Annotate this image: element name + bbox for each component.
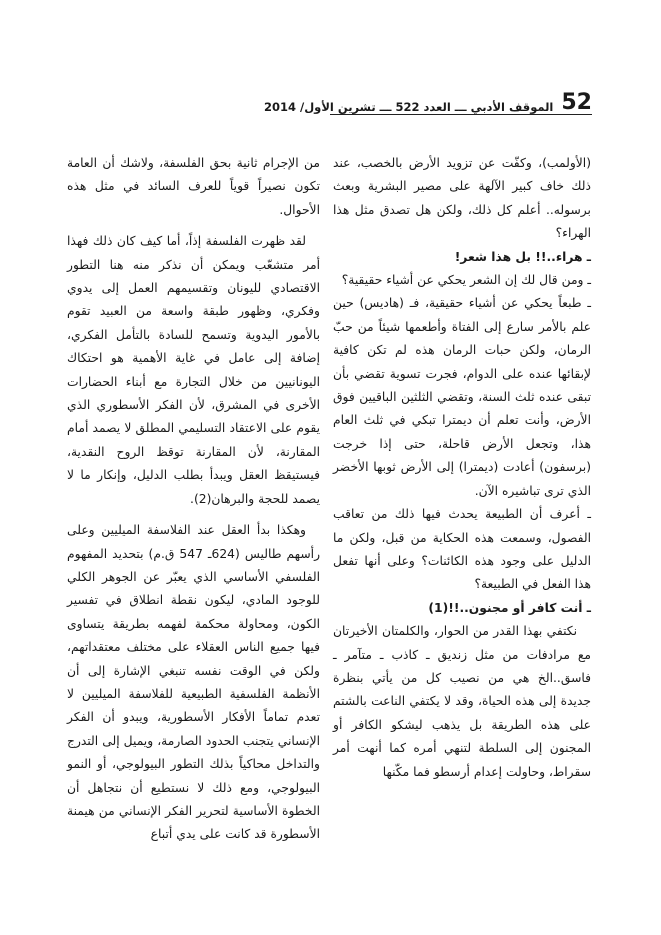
running-head: الموقف الأدبي ـــ العدد 522 ـــ تشرين الأول/ 2014: [263, 100, 554, 114]
right-column: [333, 152, 591, 784]
dialogue-line: ـ أعرف أن الطبيعة يحدث فيها ذلك من تعاقب الفصول، وسمعت هذه الحكاية من قبل، ولكن ما الدليل على وجود هذه الكائنات؟ وعلى أنها تفعل هذا الفعل في الطبيعة؟: [333, 507, 591, 592]
left-column: [67, 152, 320, 847]
paragraph: وهكذا بدأ العقل عند الفلاسفة الميليين وعلى رأسهم طاليس (624ـ 547 ق.م) بتحديد المفهوم الفلسفي الأساسي الذي يعبّر عن الجوهر الكلي للوجود المادي، ليكون نقطة انطلاق في تفسير الكون، ومحاولة محكمة لفهمه بطريقة يتساوى فيها جميع الناس العقلاء على مختلف معتقداتهم، ولكن في الوقت نفسه تنبغي الإشارة إلى أن الأنظمة الفلسفية الطبيعية للفلاسفة الميليين لا تعدم تماماً الأفكار الأسطورية، ويبدو أن الفكر الإنساني يتجنب الحدود الصارمة، ويميل إلى التدرج والتداخل محاكياً بذلك التطور البيولوجي، أو النمو البيولوجي، ومع ذلك لا نستطيع أن نتجاهل أن الخطوة الأساسية لتحرير الفكر الإنساني من هيمنة الأسطورة قد كانت على يدي أتباع: [67, 523, 321, 842]
dialogue-line: ـ هراء..!! بل هذا شعر!: [454, 249, 591, 264]
dialogue-line: ـ طبعاً يحكي عن أشياء حقيقية، فـ (هاديس) حين علم بالأمر سارع إلى الفتاة وأطعمها شيئاً من حبّ الرمان، ولكن حبات الرمان هذه لم تكن كافية لإبقائها عنده على الدوام، فجرت تسوية تقضي بأن تبقى عنده ثلث السنة، وتقضي الثلثين الباقيين فوق الأرض، وأنت تعلم أن ديمترا تبكي في ثلث العام هذا، وتجعل الأرض قاحلة، حتى إذا خرجت (برسفون) أعادت (ديمترا) إلى الأرض ثوبها الأخضر الذي ترى تباشيره الآن.: [333, 296, 591, 498]
dialogue-line: ـ أنت كافر أو مجنون..!!(1): [428, 600, 591, 615]
page-header: [263, 82, 592, 115]
header-rule: [330, 114, 592, 115]
page-number: 52: [561, 90, 592, 115]
paragraph: نكتفي بهذا القدر من الحوار، والكلمتان الأخيرتان مع مرادفات من مثل زنديق ـ كاذب ـ متآمر ـ فاسق..الخ هي من نصيب كل من يأتي بنظرة جديدة إلى هذه الحياة، وقد لا يكتفي الناعت بالشتم على هذه الطريقة بل يذهب ليشكو الكافر أو المجنون إلى السلطة لتنهي أمره كما أنهت أمر سقراط، وحاولت إعدام أرسطو فما مكّنها: [333, 624, 591, 779]
paragraph: (الأولمب)، وكفّت عن تزويد الأرض بالخصب، عند ذلك خاف كبير الآلهة على مصير البشرية وبعث برسوله.. أعلم كل ذلك، ولكن هل تصدق مثل هذا الهراء؟: [333, 156, 591, 241]
paragraph: لقد ظهرت الفلسفة إذاً، أما كيف كان ذلك فهذا أمر متشعّب ويمكن أن نذكر منه هنا التطور الاقتصادي لليونان وتقسيمهم العمل إلى يدوي وفكري، وظهور طبقة واسعة من العبيد تقوم بالأمور اليدوية وتسمح للسادة بالتأمل الفكري، إضافة إلى عامل في غاية الأهمية هو احتكاك اليونانيين من خلال التجارة مع أبناء الحضارات الأخرى في المشرق، لأن الفكر الأسطوري الذي يقوم على الاعتقاد التسليمي المطلق لا يصمد أمام المقارنة، لأن المقارنة توقظ الروح النقدية، فيستيقظ العقل ويبدأ بطلب الدليل، وإنكار ما لا يصمد للحجة والبرهان(2).: [67, 234, 320, 506]
paragraph: من الإجرام ثانية بحق الفلسفة، ولاشك أن العامة تكون نصيراً قوياً للعرف السائد في مثل هذه الأحوال.: [67, 156, 320, 217]
dialogue-line: ـ ومن قال لك إن الشعر يحكي عن أشياء حقيقية؟: [341, 273, 591, 288]
